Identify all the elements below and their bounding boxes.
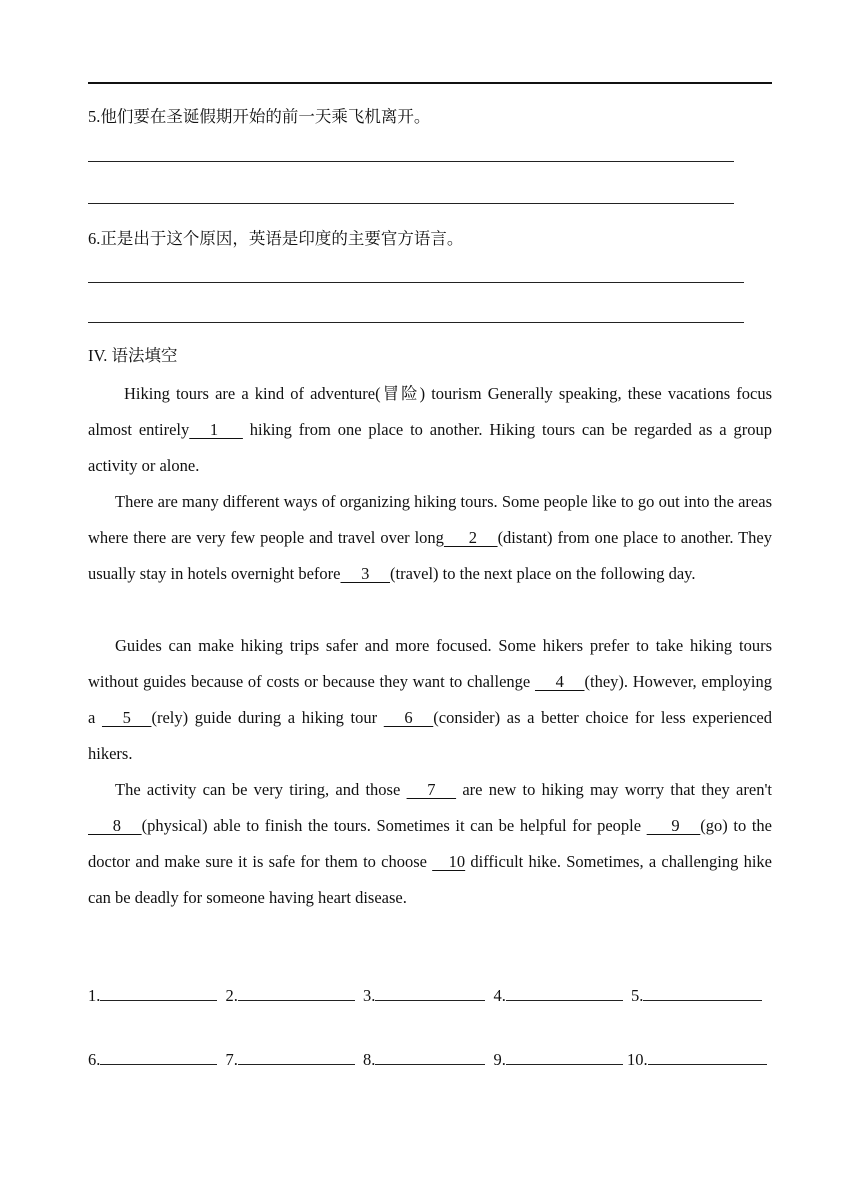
blank-2[interactable]: 2 — [443, 528, 498, 547]
passage-text: difficult hike. Sometimes, a challenging hike can be deadly for someone having heart disease. — [88, 852, 772, 907]
blank-7[interactable]: 7 — [406, 780, 457, 799]
question-6-prompt: 6.正是出于这个原因，英语是印度的主要官方语言。 — [88, 229, 464, 248]
blank-1[interactable]: 1 — [189, 420, 243, 439]
answer-slot-2[interactable] — [226, 986, 355, 1006]
answer-number: 7. — [225, 1050, 238, 1069]
answer-line-5b[interactable] — [88, 203, 734, 204]
passage-paragraph-3 — [88, 628, 772, 772]
answer-slot-5[interactable] — [631, 986, 762, 1006]
passage-paragraph-1 — [88, 376, 772, 484]
blank-9[interactable]: 9 — [646, 816, 701, 835]
section-title: IV. 语法填空 — [88, 346, 178, 365]
answer-number: 1. — [88, 986, 101, 1005]
answer-line-6b[interactable] — [88, 322, 744, 323]
passage-paragraph-4 — [88, 772, 772, 916]
passage-text: There are many different ways of organizing hiking tours. Some people like to go out into the areas where there are very few people and travel over long — [88, 492, 772, 547]
answer-line-5a[interactable] — [88, 161, 734, 162]
passage-text: are new to hiking may worry that they aren't — [456, 780, 773, 799]
answer-slot-8[interactable] — [363, 1050, 485, 1070]
answer-number: 5. — [631, 986, 644, 1005]
blank-6[interactable]: 6 — [383, 708, 434, 727]
passage-paragraph-2 — [88, 484, 772, 592]
answer-slot-4[interactable] — [494, 986, 623, 1006]
answer-slot-1[interactable] — [88, 986, 217, 1006]
answer-row-2 — [88, 1050, 772, 1070]
passage-text: (they). However, employing a — [88, 672, 772, 727]
answer-number: 8. — [363, 1050, 376, 1069]
answer-slot-6[interactable] — [88, 1050, 217, 1070]
answer-number: 3. — [363, 986, 376, 1005]
blank-3[interactable]: 3 — [340, 564, 390, 583]
passage-text: (rely) guide during a hiking tour — [151, 708, 384, 727]
passage-text: Guides can make hiking trips safer and more focused. Some hikers prefer to take hiking tours without guides because of costs or because they want to challenge — [88, 636, 772, 691]
answer-slot-7[interactable] — [226, 1050, 355, 1070]
answer-row-1 — [88, 986, 772, 1006]
answer-number: 2. — [225, 986, 238, 1005]
blank-4[interactable]: 4 — [534, 672, 585, 691]
passage-text: (travel) to the next place on the following day. — [390, 564, 696, 583]
passage-text: (distant) from one place to another. They usually stay in hotels overnight before — [88, 528, 772, 583]
answer-number: 4. — [493, 986, 506, 1005]
answer-number: 10. — [627, 1050, 648, 1069]
passage-text: (consider) as a better choice for less experienced hikers. — [88, 708, 772, 763]
passage-text: hiking from one place to another. Hiking tours can be regarded as a group activity or alone. — [88, 420, 772, 475]
answer-number: 6. — [88, 1050, 101, 1069]
top-divider — [88, 82, 772, 84]
answer-slot-3[interactable] — [363, 986, 485, 1006]
passage-text: (physical) able to finish the tours. Sometimes it can be helpful for people — [141, 816, 647, 835]
question-5-prompt: 5.他们要在圣诞假期开始的前一天乘飞机离开。 — [88, 107, 431, 126]
answer-slot-9[interactable] — [494, 1050, 623, 1070]
answer-slot-10[interactable] — [627, 1050, 767, 1070]
blank-10[interactable]: 10 — [432, 852, 466, 871]
answer-number: 9. — [493, 1050, 506, 1069]
blank-8[interactable]: 8 — [88, 816, 142, 835]
passage-text: The activity can be very tiring, and those — [115, 780, 407, 799]
blank-5[interactable]: 5 — [101, 708, 152, 727]
passage-text: Hiking tours are a kind of adventure(冒险) tourism Generally speaking, these vacations focus almost entirely — [88, 384, 772, 439]
passage-text: (go) to the doctor and make sure it is safe for them to choose — [88, 816, 773, 871]
answer-line-6a[interactable] — [88, 282, 744, 283]
